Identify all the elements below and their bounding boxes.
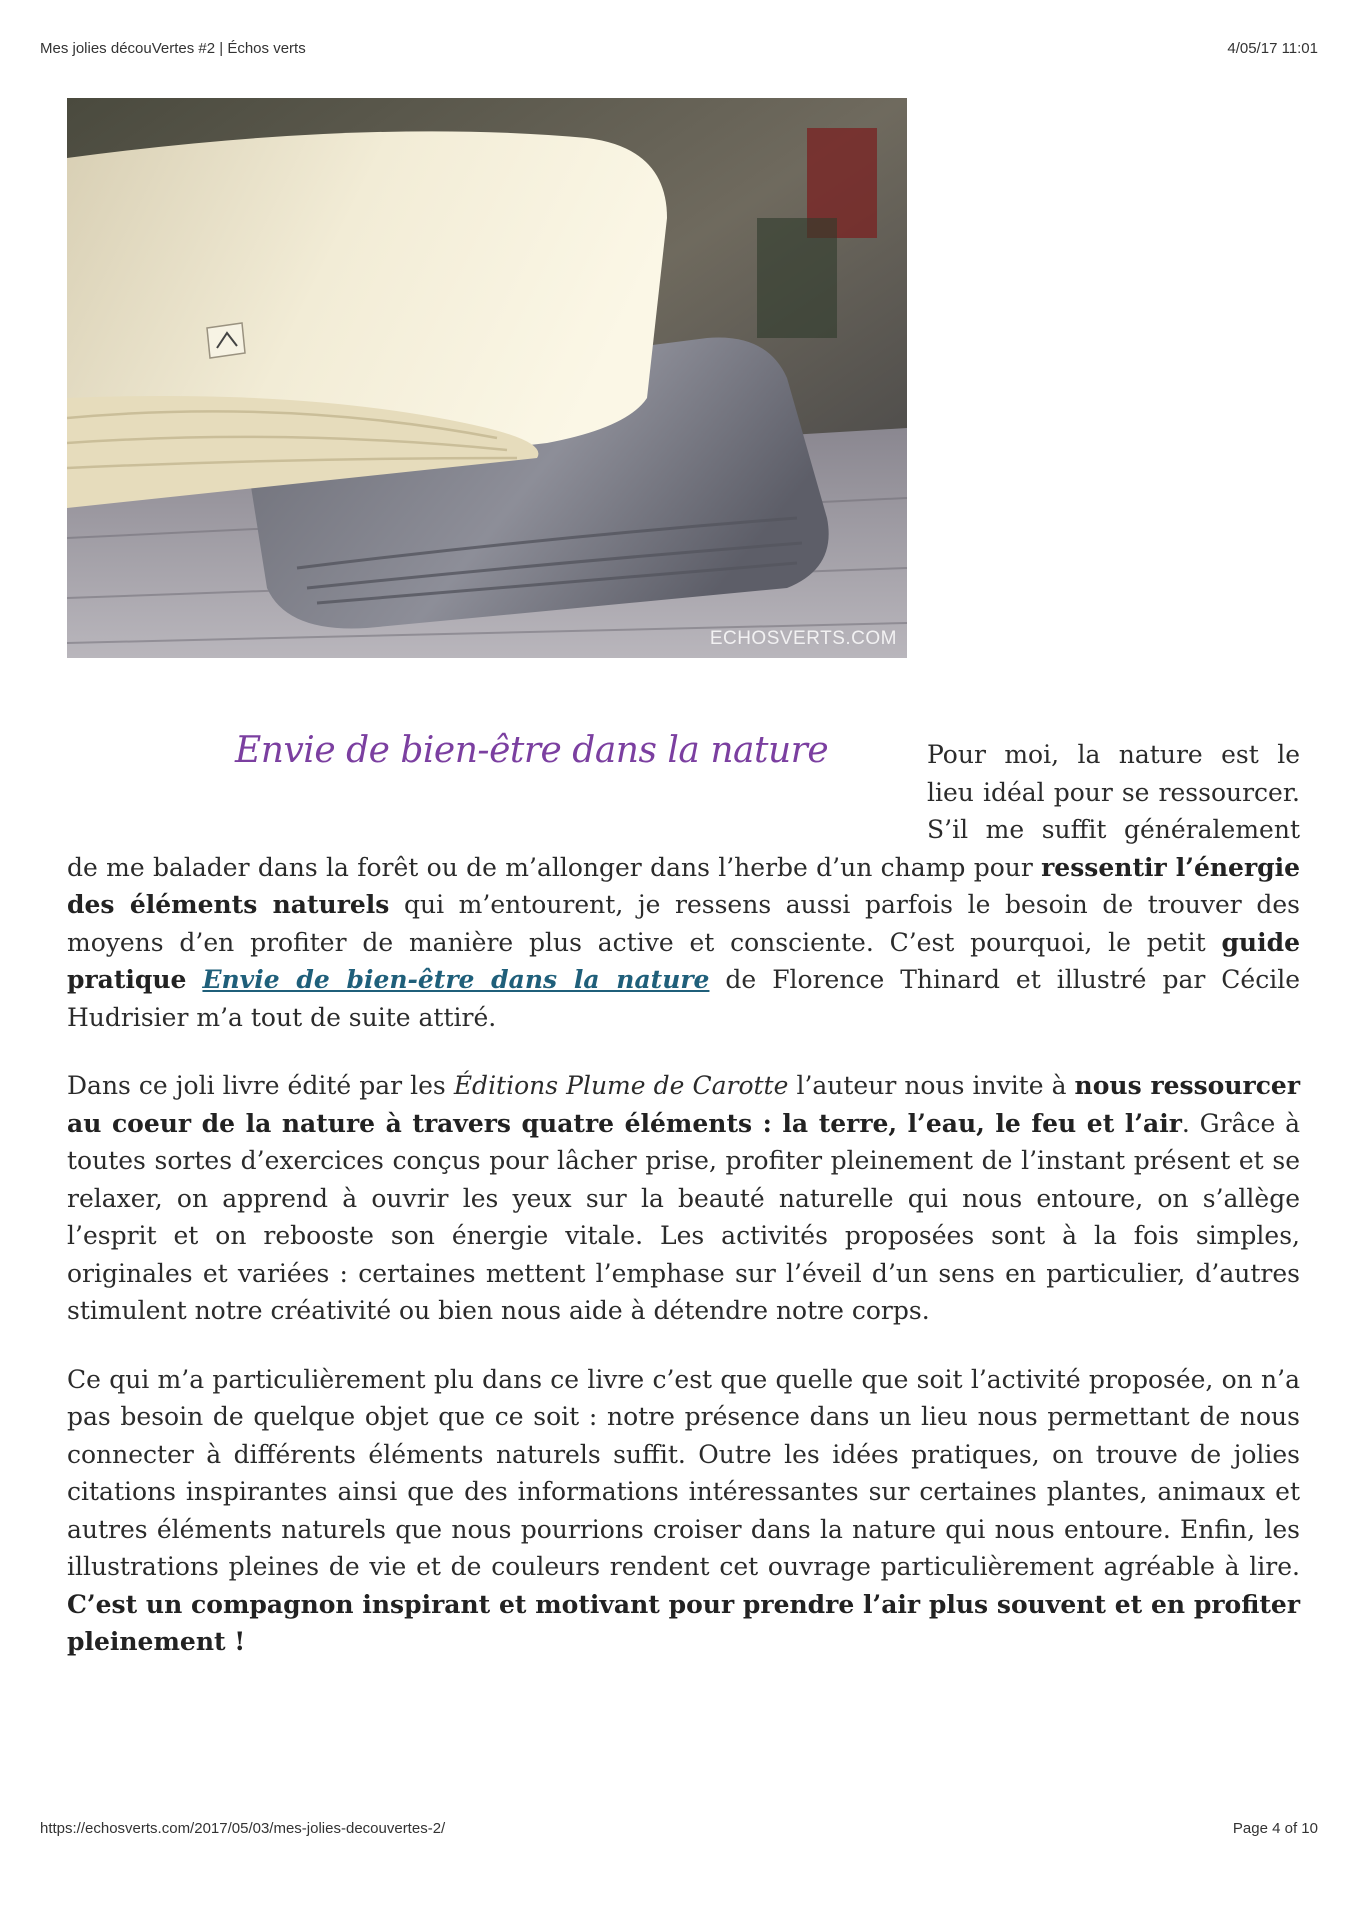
folded-fabric-illustration	[67, 98, 907, 658]
page-number: Page 4 of 10	[1232, 1820, 1318, 1837]
text: de Florence Thinard et illustré par Cécile Hudrisier m’a tout de suite attiré.	[67, 965, 1300, 1032]
bold-text: ressentir l’énergie des éléments naturels	[67, 852, 1300, 919]
italic-text: Éditions Plume de Carotte	[453, 1071, 789, 1100]
book-title-image	[67, 730, 927, 848]
text: Dans ce joli livre édité par les	[67, 1071, 454, 1100]
bold-text: nous ressourcer au coeur de la nature à travers quatre éléments : la terre, l’eau, le feu et l’air	[67, 1071, 1301, 1138]
text	[186, 965, 202, 994]
bold-text: C’est un compagnon inspirant et motivant pour prendre l’air plus souvent et en profiter pleinement !	[67, 1589, 1300, 1656]
book-title-script: Envie de bien-être dans la nature	[235, 730, 829, 771]
page-title: Mes jolies découVertes #2 | Échos verts	[40, 40, 306, 57]
cloth-napkins-photo	[67, 98, 907, 658]
text: qui m’entourent, je ressens aussi parfois le besoin de trouver des moyens d’en profiter de manière plus active et consciente. C’est pourquoi, le petit	[67, 890, 1300, 957]
text: . Grâce à toutes sortes d’exercices conçus pour lâcher prise, profiter pleinement de l’instant présent et se relaxer, on apprend à ouvrir les yeux sur la beauté naturelle qui nous entoure, on s’allège l’esprit et on rebooste son énergie vitale. Les activités proposées sont à la fois simples, originales et variées : certaines mettent l’emphase sur l’éveil d’un sens en particulier, d’autres stimulent notre créativité ou bien nous aide à détendre notre corps.	[67, 1108, 1301, 1325]
print-datetime: 4/05/17 11:01	[1227, 40, 1318, 57]
bold-text: guide pratique	[67, 927, 1300, 994]
print-footer	[40, 1820, 1318, 1837]
page-url: https://echosverts.com/2017/05/03/mes-jolies-decouvertes-2/	[40, 1820, 446, 1837]
paragraph-2	[67, 1067, 1300, 1330]
text: l’auteur nous invite à	[788, 1071, 1075, 1100]
article-body	[67, 730, 1301, 1692]
watermark: ECHOSVERTS.COM	[709, 628, 897, 649]
paragraph-3	[67, 1361, 1300, 1661]
book-link[interactable]: Envie de bien-être dans la nature	[202, 965, 710, 994]
text: Ce qui m’a particulièrement plu dans ce livre c’est que quelle que soit l’activité proposée, on n’a pas besoin de quelque objet que ce soit : notre présence dans un lieu nous permettant de nous connecter à différents éléments naturels suffit. Outre les idées pratiques, on trouve de jolies citations inspirantes ainsi que des informations intéressantes sur certaines plantes, animaux et autres éléments naturels que nous pourrions croiser dans la nature qui nous entoure. Enfin, les illustrations pleines de vie et de couleurs rendent cet ouvrage particulièrement agréable à lire.	[67, 1364, 1300, 1581]
text: Pour moi, la nature est le lieu idéal pour se ressourcer. S’il me suffit généralement de me balader dans la forêt ou de m’allonger dans l’herbe d’un champ pour	[67, 740, 1300, 882]
paragraph-1	[67, 730, 1300, 1036]
print-header	[40, 40, 1318, 57]
